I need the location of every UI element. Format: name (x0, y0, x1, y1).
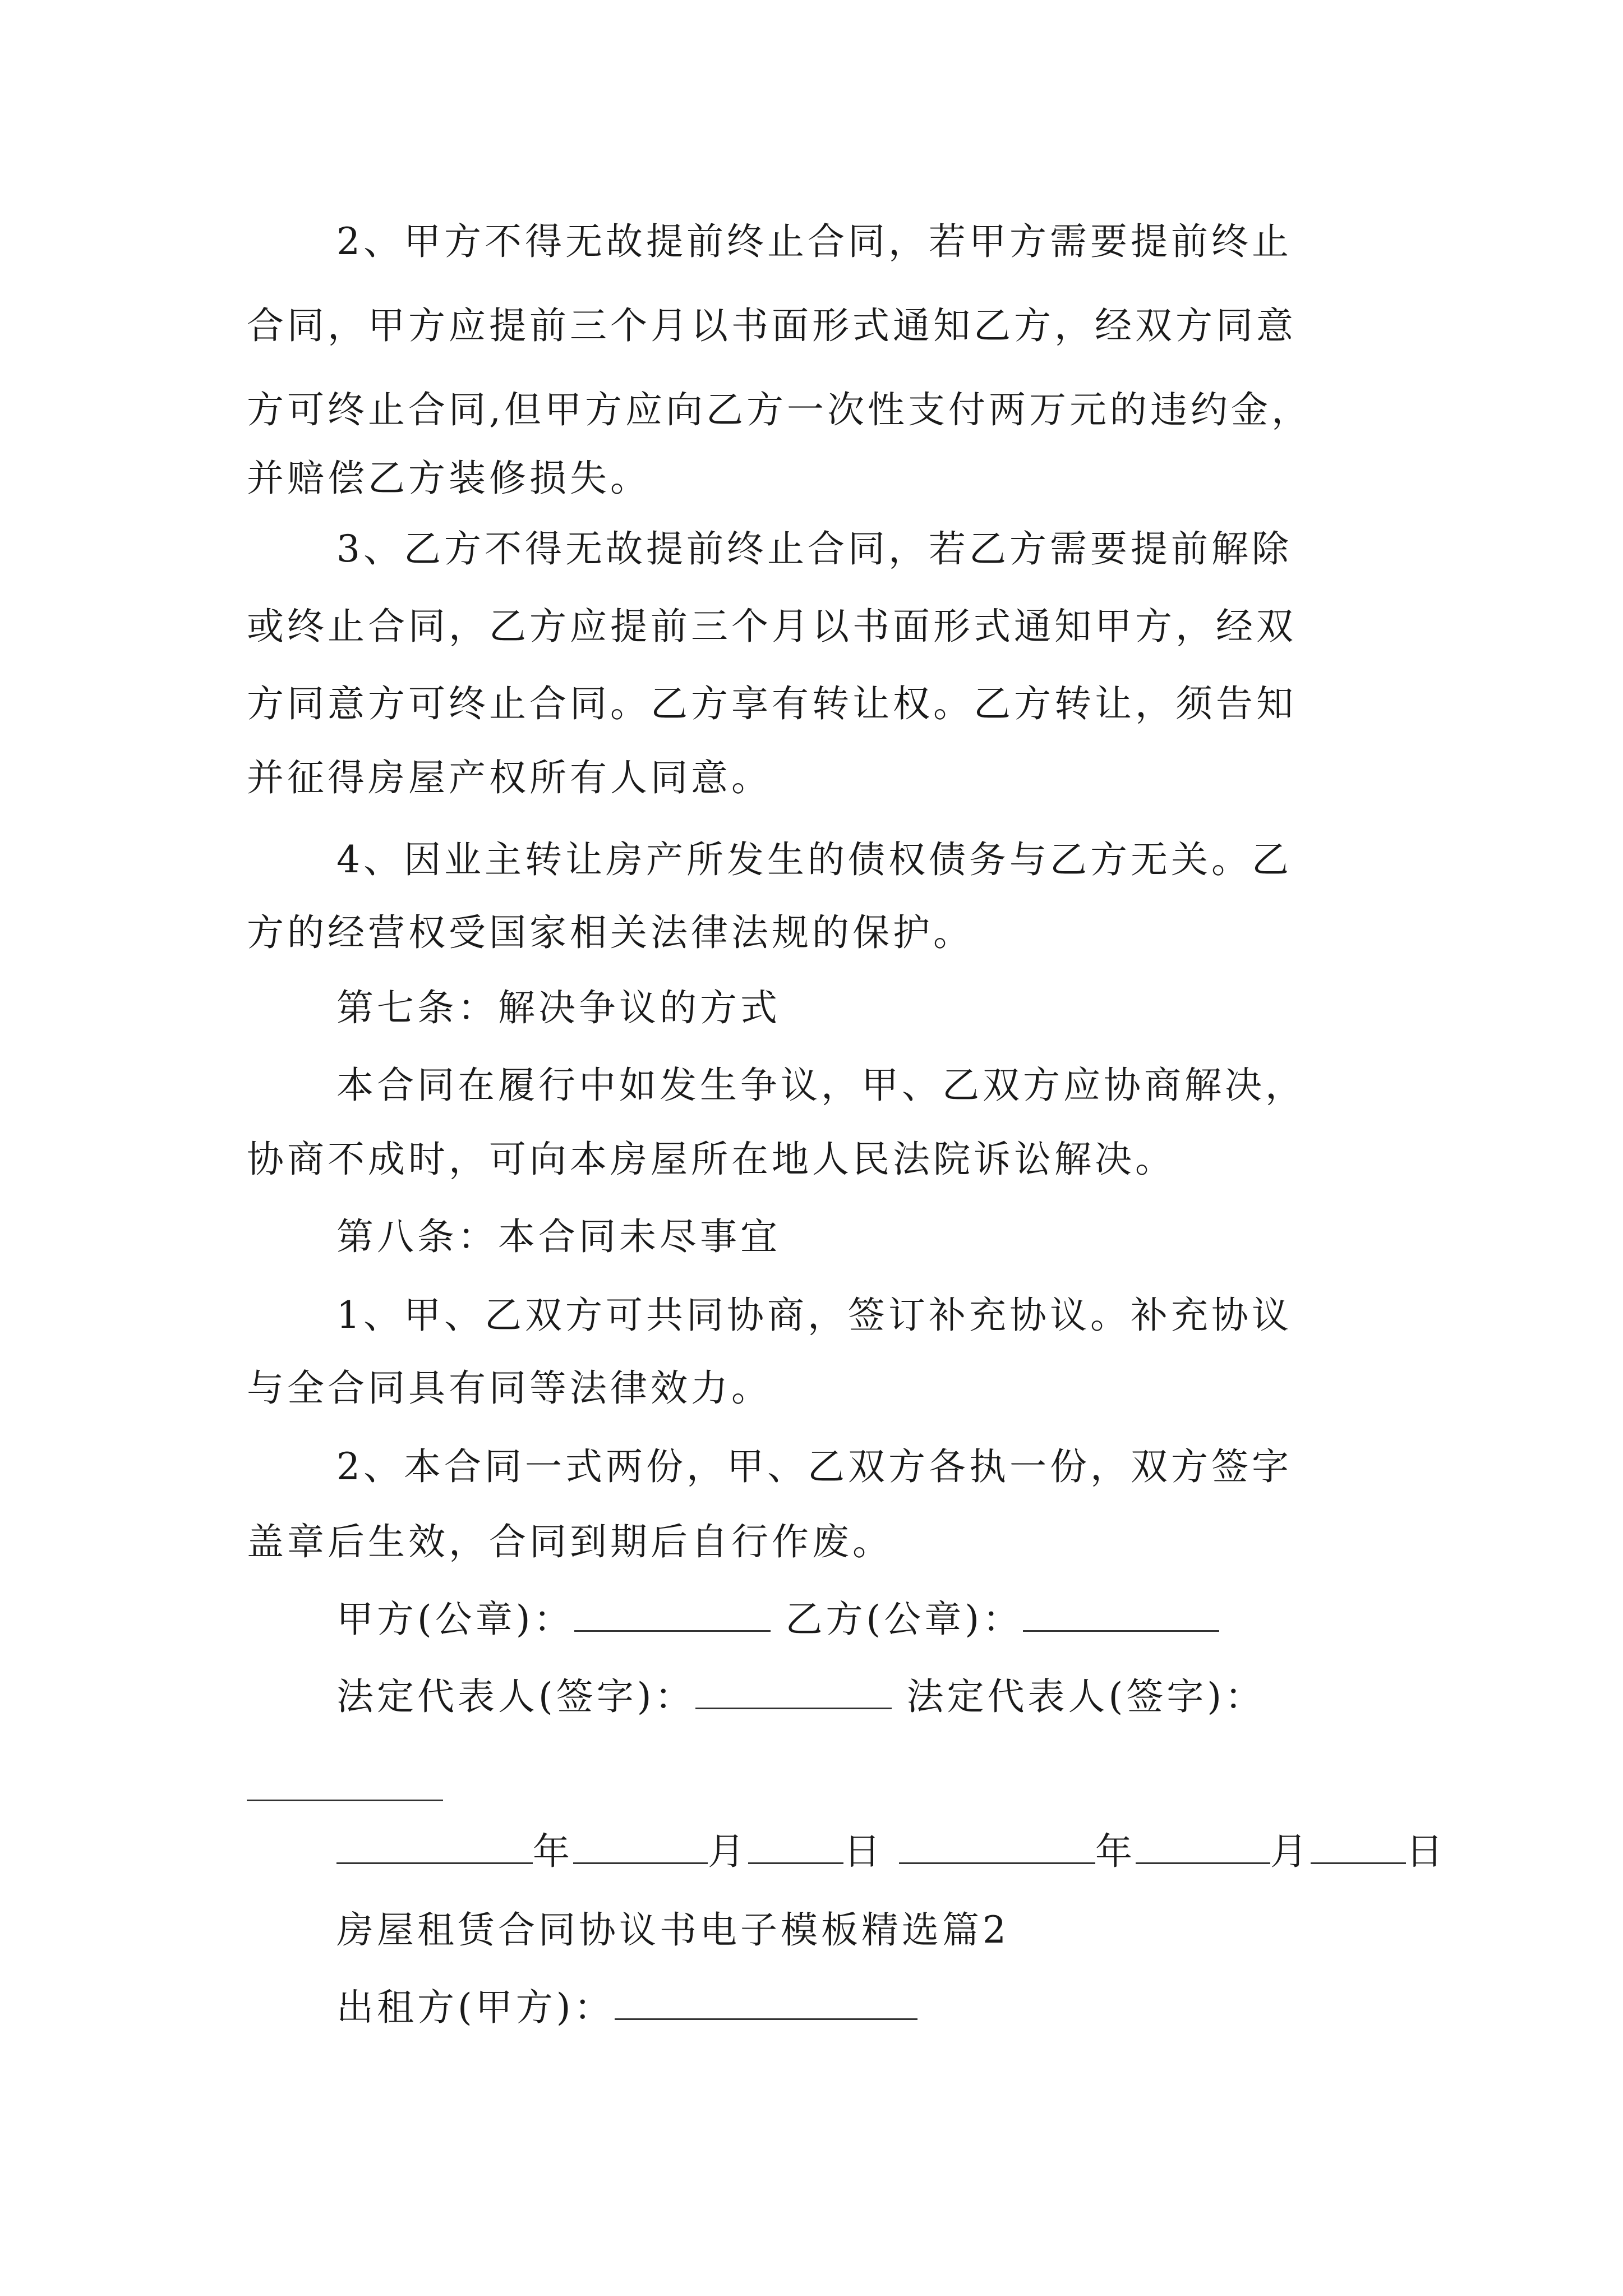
clause3-line2: 或终止合同，乙方应提前三个月以书面形式通知甲方，经双 (247, 605, 1297, 648)
date-b-year-blank[interactable] (899, 1829, 1095, 1864)
date-a-month-blank[interactable] (573, 1829, 708, 1864)
party-b-seal-label: 乙方(公章)： (785, 1598, 1023, 1641)
next-section-title: 房屋租赁合同协议书电子模板精选篇2 (336, 1908, 1009, 1952)
article7-line1: 本合同在履行中如发生争议，甲、乙双方应协商解决， (336, 1064, 1306, 1107)
date-a-year-blank[interactable] (336, 1829, 533, 1864)
clause2-line2: 合同，甲方应提前三个月以书面形式通知乙方，经双方同意 (247, 304, 1297, 347)
lessor-line (336, 1982, 917, 2033)
rep-b-blank[interactable] (247, 1800, 443, 1801)
clause4-line1: 4、因业主转让房产所发生的债权债务与乙方无关。乙 (336, 838, 1292, 881)
lessor-label: 出租方(甲方)： (336, 1986, 615, 2029)
clause4-line2: 方的经营权受国家相关法律法规的保护。 (247, 911, 974, 954)
rep-a-blank[interactable] (695, 1674, 892, 1709)
article7-heading: 第七条：解决争议的方式 (336, 986, 781, 1029)
party-b-seal-blank[interactable] (1023, 1596, 1219, 1632)
article8-heading: 第八条：本合同未尽事宜 (336, 1215, 781, 1258)
date-a-day-blank[interactable] (748, 1829, 843, 1864)
date-a-month-label: 月 (708, 1830, 748, 1873)
lessor-blank[interactable] (615, 1985, 917, 2020)
date-b-day-blank[interactable] (1311, 1829, 1406, 1864)
clause2-line3: 方可终止合同,但甲方应向乙方一次性支付两万元的违约金， (247, 388, 1312, 431)
date-b-month-label: 月 (1270, 1830, 1311, 1873)
article8-item2-line2: 盖章后生效，合同到期后自行作废。 (247, 1520, 893, 1563)
party-a-seal-blank[interactable] (574, 1596, 771, 1632)
article8-item1-line1: 1、甲、乙双方可共同协商，签订补充协议。补充协议 (336, 1294, 1292, 1337)
date-a-day-label: 日 (843, 1830, 884, 1873)
clause2-line4: 并赔偿乙方装修损失。 (247, 457, 651, 500)
clause3-line1: 3、乙方不得无故提前终止合同，若乙方需要提前解除 (336, 527, 1292, 570)
party-a-seal-label: 甲方(公章)： (336, 1598, 574, 1641)
clause3-line3: 方同意方可终止合同。乙方享有转让权。乙方转让，须告知 (247, 682, 1297, 725)
clause3-line4: 并征得房屋产权所有人同意。 (247, 756, 772, 799)
seal-line (336, 1594, 1219, 1645)
date-line (336, 1826, 1446, 1877)
rep-b-label: 法定代表人(签字)： (906, 1675, 1265, 1718)
date-b-day-label: 日 (1405, 1830, 1446, 1873)
representative-line (336, 1672, 1265, 1722)
date-a-year-label: 年 (533, 1830, 573, 1873)
article8-item1-line2: 与全合同具有同等法律效力。 (247, 1366, 772, 1410)
article8-item2-line1: 2、本合同一式两份，甲、乙双方各执一份，双方签字 (336, 1445, 1292, 1488)
rep-a-label: 法定代表人(签字)： (336, 1675, 695, 1718)
article7-line2: 协商不成时，可向本房屋所在地人民法院诉讼解决。 (247, 1138, 1175, 1181)
date-b-year-label: 年 (1095, 1830, 1136, 1873)
date-b-month-blank[interactable] (1136, 1829, 1270, 1864)
clause2-line1: 2、甲方不得无故提前终止合同，若甲方需要提前终止 (336, 220, 1292, 263)
